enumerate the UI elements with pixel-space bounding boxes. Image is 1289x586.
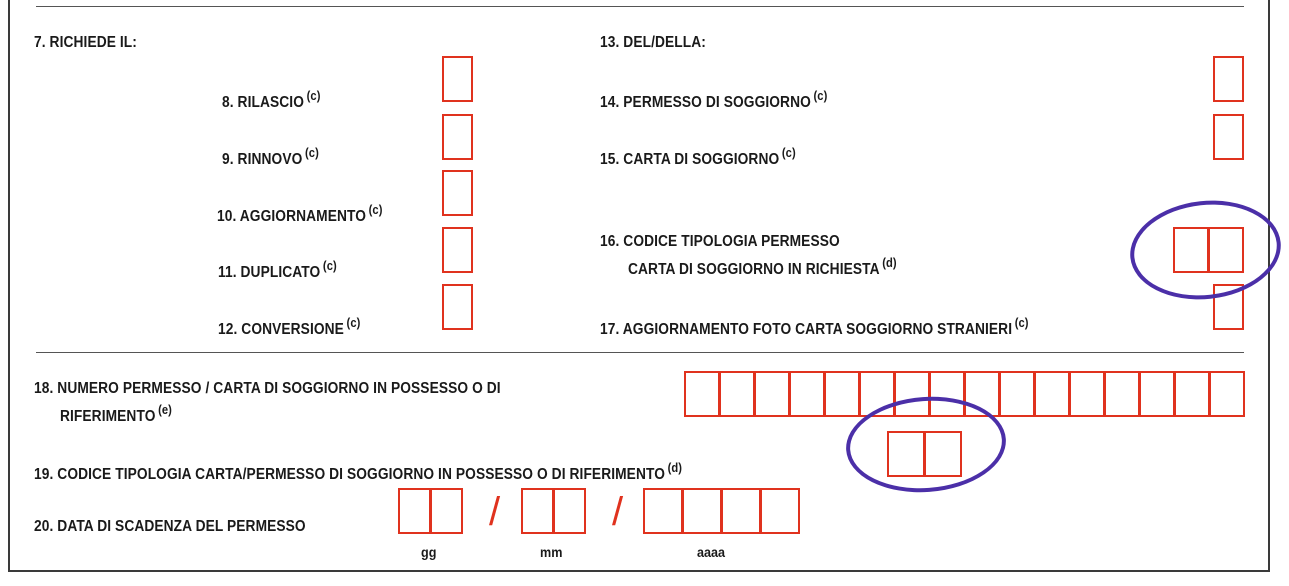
top-rule [36,6,1244,7]
permit-number-box[interactable] [824,371,860,417]
field-7-label: 7. RICHIEDE IL: [34,34,137,51]
field-16-label-line1: 16. CODICE TIPOLOGIA PERMESSO [600,233,840,250]
footnote-c: (c) [781,145,796,160]
permit-number-box[interactable] [1104,371,1140,417]
field-20-label: 20. DATA DI SCADENZA DEL PERMESSO [34,518,306,535]
footnote-c: (c) [346,315,361,330]
date-day-box-2[interactable] [430,488,463,534]
permit-number-box[interactable] [1139,371,1175,417]
checkbox-aggiornamento-foto[interactable] [1213,284,1244,330]
footnote-d: (d) [667,460,683,475]
field-19-label: 19. CODICE TIPOLOGIA CARTA/PERMESSO DI SOGGIORNO IN POSSESSO O DI RIFERIMENTO $^{(d)}$ [34,460,683,483]
code-box-19-1[interactable] [887,431,925,477]
field-14-label: 14. PERMESSO DI SOGGIORNO $^{(c)}$ [600,88,828,111]
footnote-c: (c) [1014,315,1029,330]
date-day-caption: gg [421,544,437,560]
checkbox-conversione[interactable] [442,284,473,330]
date-year-caption: aaaa [697,544,726,560]
date-month-caption: mm [540,544,563,560]
date-month-box-1[interactable] [521,488,554,534]
permit-number-box[interactable] [929,371,965,417]
date-year-box-4[interactable] [760,488,800,534]
permit-number-box[interactable] [1034,371,1070,417]
permit-number-box[interactable] [754,371,790,417]
footnote-c: (c) [813,88,828,103]
field-12-label: 12. CONVERSIONE $^{(c)}$ [218,315,361,338]
footnote-c: (c) [322,258,337,273]
footnote-c: (c) [306,88,321,103]
permit-number-box[interactable] [894,371,930,417]
checkbox-rilascio[interactable] [442,56,473,102]
permit-number-box[interactable] [859,371,895,417]
footnote-c: (c) [368,202,383,217]
checkbox-rinnovo[interactable] [442,114,473,160]
permit-number-box[interactable] [719,371,755,417]
field-8-label: 8. RILASCIO $^{(c)}$ [222,88,321,111]
checkbox-aggiornamento[interactable] [442,170,473,216]
date-year-box-1[interactable] [643,488,683,534]
date-separator: / [489,490,501,534]
field-9-label: 9. RINNOVO $^{(c)}$ [222,145,319,168]
permit-number-box[interactable] [684,371,720,417]
field-16-label-line2: CARTA DI SOGGIORNO IN RICHIESTA $^{(d)}$ [628,255,897,278]
date-day-box-1[interactable] [398,488,431,534]
code-box-16-2[interactable] [1208,227,1244,273]
field-18-label-line1: 18. NUMERO PERMESSO / CARTA DI SOGGIORNO IN POSSESSO O DI [34,380,501,397]
field-17-label: 17. AGGIORNAMENTO FOTO CARTA SOGGIORNO STRANIERI $^{(c)}$ [600,315,1029,338]
footnote-e: (e) [158,402,173,417]
permit-number-boxes [684,371,1246,419]
code-box-19-2[interactable] [924,431,962,477]
date-year-box-2[interactable] [682,488,722,534]
checkbox-duplicato[interactable] [442,227,473,273]
field-10-label: 10. AGGIORNAMENTO $^{(c)}$ [217,202,383,225]
field-11-label: 11. DUPLICATO $^{(c)}$ [218,258,337,281]
permit-number-box[interactable] [964,371,1000,417]
permit-number-box[interactable] [1209,371,1245,417]
code-box-16-1[interactable] [1173,227,1209,273]
permit-number-box[interactable] [1069,371,1105,417]
form-section-frame [8,0,1270,572]
date-separator: / [612,490,624,534]
date-year-box-3[interactable] [721,488,761,534]
field-15-label: 15. CARTA DI SOGGIORNO $^{(c)}$ [600,145,796,168]
checkbox-carta-soggiorno[interactable] [1213,114,1244,160]
field-13-label: 13. DEL/DELLA: [600,34,706,51]
field-18-label-line2: RIFERIMENTO $^{(e)}$ [60,402,173,425]
footnote-d: (d) [882,255,897,270]
section-divider [36,352,1244,353]
permit-number-box[interactable] [789,371,825,417]
checkbox-permesso-soggiorno[interactable] [1213,56,1244,102]
permit-number-box[interactable] [1174,371,1210,417]
date-month-box-2[interactable] [553,488,586,534]
footnote-c: (c) [304,145,319,160]
permit-number-box[interactable] [999,371,1035,417]
